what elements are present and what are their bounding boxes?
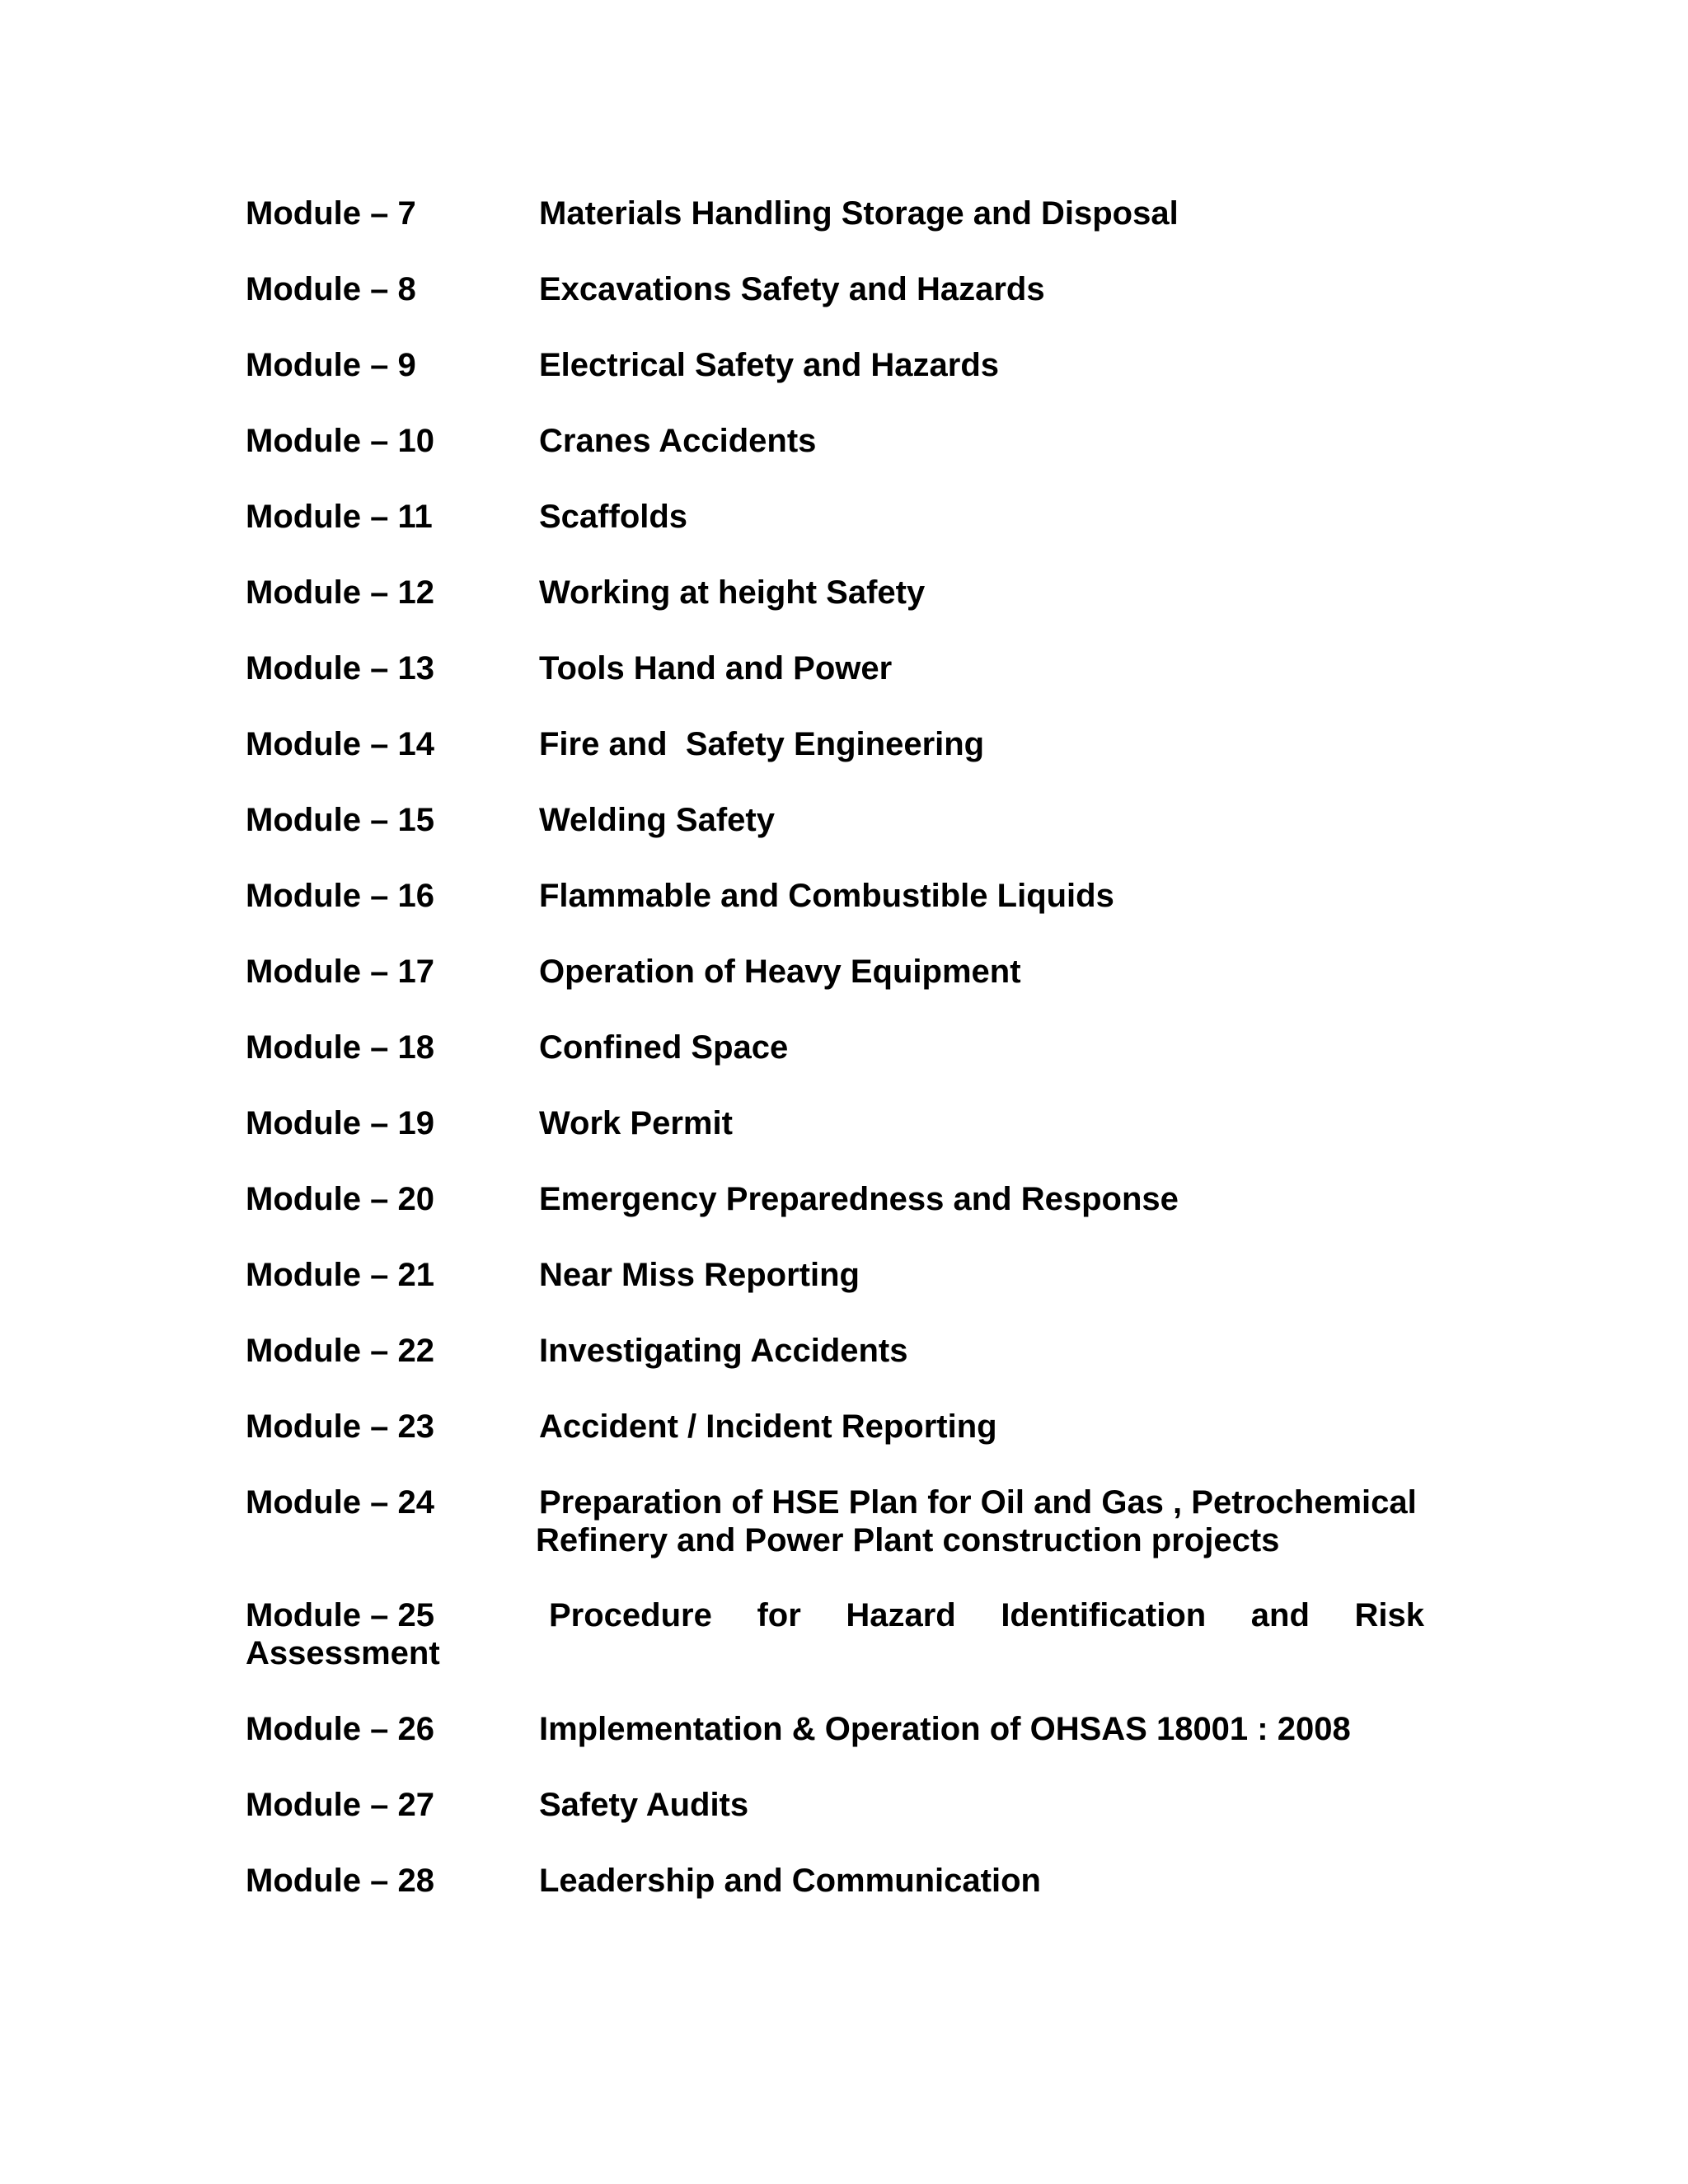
title-word: Procedure [549, 1597, 712, 1633]
module-title: Fire and Safety Engineering [539, 726, 985, 762]
module-label: Module – 18 [246, 1029, 434, 1066]
module-label: Module – 7 [246, 195, 416, 232]
module-title-continuation: Assessment [246, 1635, 440, 1671]
module-title: Operation of Heavy Equipment [539, 954, 1021, 990]
module-title: Cranes Accidents [539, 423, 817, 459]
module-title: Tools Hand and Power [539, 650, 893, 687]
module-title: Safety Audits [539, 1787, 749, 1823]
module-title: Working at height Safety [539, 574, 926, 611]
module-label: Module – 27 [246, 1787, 434, 1823]
title-word: Identification [1001, 1597, 1207, 1633]
module-title: Flammable and Combustible Liquids [539, 878, 1114, 914]
module-title: Confined Space [539, 1029, 789, 1066]
module-label: Module – 21 [246, 1257, 434, 1293]
module-label: Module – 14 [246, 726, 434, 762]
module-label: Module – 24 [246, 1484, 434, 1521]
module-title: Leadership and Communication [539, 1863, 1041, 1899]
module-title: Accident / Incident Reporting [539, 1408, 997, 1445]
module-label: Module – 22 [246, 1333, 434, 1369]
module-label: Module – 15 [246, 802, 434, 838]
module-label: Module – 9 [246, 347, 416, 383]
module-title: Emergency Preparedness and Response [539, 1181, 1179, 1217]
module-label: Module – 8 [246, 271, 416, 307]
module-title: Scaffolds [539, 499, 688, 535]
module-label: Module – 17 [246, 954, 434, 990]
module-title [549, 1596, 1424, 1634]
title-word: Hazard [846, 1597, 956, 1633]
module-label: Module – 12 [246, 574, 434, 611]
module-label: Module – 28 [246, 1863, 434, 1899]
title-word: and [1250, 1597, 1310, 1633]
module-label: Module – 23 [246, 1408, 434, 1445]
title-word: for [757, 1597, 801, 1633]
module-label: Module – 26 [246, 1711, 434, 1747]
module-label: Module – 11 [246, 499, 433, 535]
module-title-continuation: Refinery and Power Plant construction projects [536, 1522, 1280, 1558]
module-label: Module – 13 [246, 650, 434, 687]
module-title: Electrical Safety and Hazards [539, 347, 1000, 383]
module-title: Welding Safety [539, 802, 775, 838]
module-title: Excavations Safety and Hazards [539, 271, 1045, 307]
module-title: Investigating Accidents [539, 1333, 908, 1369]
module-title: Work Permit [539, 1105, 733, 1141]
module-label: Module – 25 [246, 1597, 434, 1633]
module-title: Preparation of HSE Plan for Oil and Gas , Petrochemical [539, 1484, 1417, 1521]
title-word: Risk [1354, 1597, 1424, 1633]
module-label: Module – 20 [246, 1181, 434, 1217]
module-label: Module – 19 [246, 1105, 434, 1141]
module-title: Materials Handling Storage and Disposal [539, 195, 1179, 232]
module-label: Module – 10 [246, 423, 434, 459]
module-title: Implementation & Operation of OHSAS 18001 : 2008 [539, 1711, 1351, 1747]
module-label: Module – 16 [246, 878, 434, 914]
module-title: Near Miss Reporting [539, 1257, 860, 1293]
